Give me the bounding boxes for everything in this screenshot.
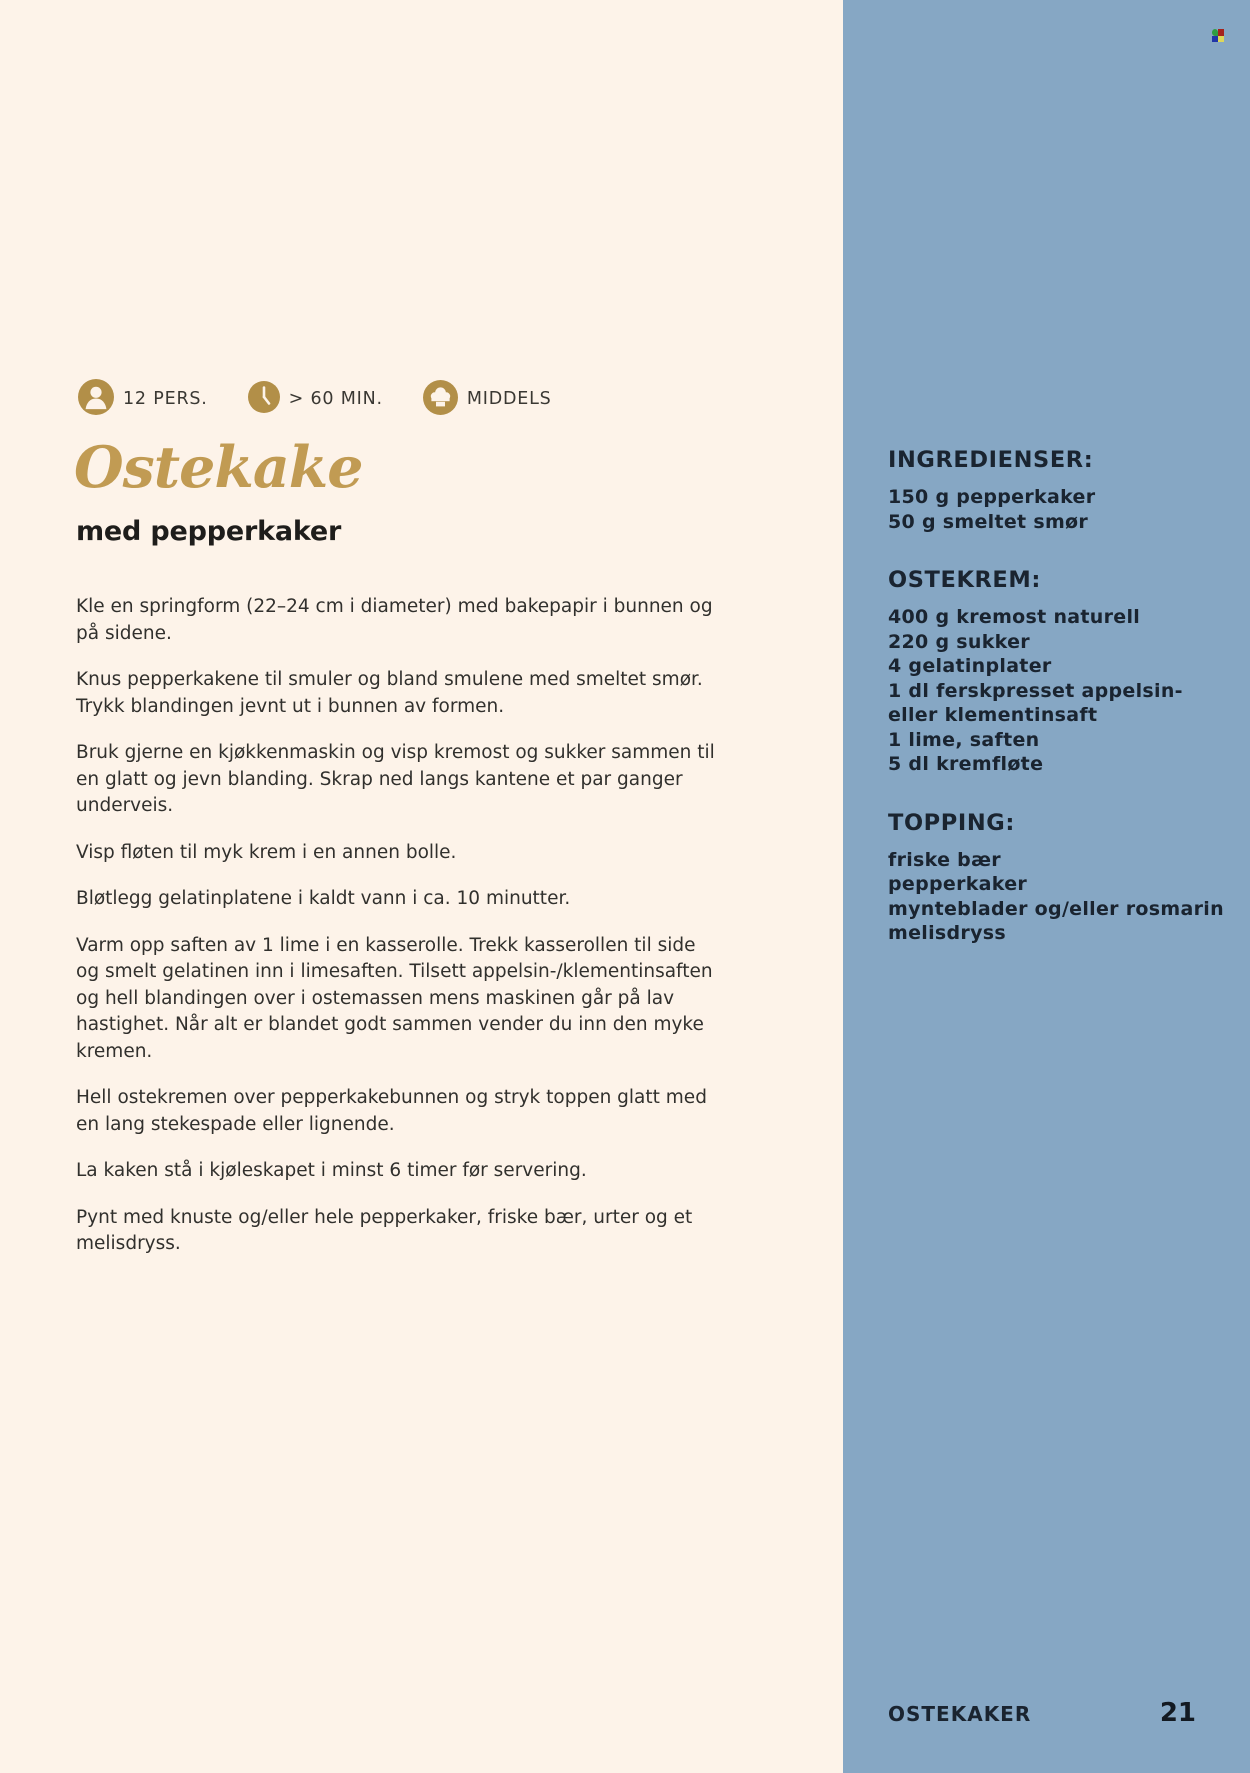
- instructions: [76, 594, 724, 1278]
- sidebar-footer: [888, 1698, 1196, 1728]
- instruction-paragraph: Kle en springform (22–24 cm i diameter) med bakepapir i bunnen og på sidene.: [76, 596, 713, 644]
- ingredient-item: 50 g smeltet smør: [888, 510, 1089, 533]
- ingredient-item: 400 g kremost naturell: [888, 606, 1141, 628]
- time-label: > 60 MIN.: [288, 389, 383, 409]
- sidebar-sections: [888, 447, 1224, 979]
- ingredient-item: friske bær: [888, 848, 1001, 871]
- instruction-paragraph: Knus pepperkakene til smuler og bland smulene med smeltet smør. Trykk blandingen jevnt ut i bunnen av formen.: [76, 669, 703, 717]
- ingredient-item: 1 lime, saften: [888, 728, 1040, 751]
- ingredient-item: mynteblader og/eller rosmarin: [888, 897, 1224, 920]
- ingredient-item: 220 g sukker: [888, 630, 1030, 653]
- chapter-label: OSTEKAKER: [888, 1702, 1032, 1726]
- sidebar-section: [888, 567, 1218, 777]
- instruction-paragraph: La kaken stå i kjøleskapet i minst 6 timer før servering.: [76, 1160, 587, 1181]
- ingredient-item: eller klementinsaft: [888, 704, 1098, 726]
- color-squares-logo: [1212, 29, 1224, 42]
- ingredient-item: pepperkaker: [888, 873, 1028, 895]
- servings-meta: [78, 379, 208, 419]
- sidebar-section-heading: TOPPING:: [888, 809, 1015, 836]
- instruction-paragraph: Varm opp saften av 1 lime i en kasserolle. Trekk kasserollen til side og smelt gelatinen inn i limesaften. Tilsett appelsin-/klementinsaften og hell blandingen over i ostemassen mens maskinen går på lav hastighet. Når alt er blandet godt sammen vender du inn den myke kremen.: [76, 934, 713, 1062]
- ingredient-item: melisdryss: [888, 922, 1006, 944]
- servings-label: 12 PERS.: [123, 389, 208, 409]
- ingredient-item: 5 dl kremfløte: [888, 753, 1044, 775]
- recipe-title: Ostekake: [74, 434, 363, 501]
- difficulty-label: MIDDELS: [466, 389, 552, 409]
- page-number: 21: [1159, 1698, 1196, 1728]
- sidebar-section: [888, 447, 1218, 534]
- ingredient-item: 150 g pepperkaker: [888, 486, 1096, 508]
- instruction-paragraph: Visp fløten til myk krem i en annen bolle.: [76, 841, 457, 863]
- person-icon: [78, 379, 114, 419]
- recipe-meta-row: [78, 379, 552, 419]
- clock-icon: [248, 381, 280, 417]
- difficulty-meta: [423, 380, 552, 419]
- sidebar-section-heading: INGREDIENSER:: [888, 447, 1094, 473]
- instruction-paragraph: Pynt med knuste og/eller hele pepperkaker, friske bær, urter og et melisdryss.: [76, 1206, 693, 1254]
- sidebar-section-heading: OSTEKREM:: [888, 567, 1041, 593]
- instruction-paragraph: Bløtlegg gelatinplatene i kaldt vann i ca. 10 minutter.: [76, 888, 571, 909]
- sidebar-section: [888, 809, 1224, 946]
- recipe-subtitle: med pepperkaker: [76, 516, 342, 547]
- instruction-paragraph: Hell ostekremen over pepperkakebunnen og stryk toppen glatt med en lang stekespade eller lignende.: [76, 1087, 707, 1135]
- chef-hat-icon: [423, 380, 458, 419]
- time-meta: [248, 381, 383, 417]
- ingredient-item: 4 gelatinplater: [888, 655, 1052, 677]
- logo-yellow-square: [1218, 36, 1224, 43]
- instruction-paragraph: Bruk gjerne en kjøkkenmaskin og visp kremost og sukker sammen til en glatt og jevn blanding. Skrap ned langs kantene et par ganger underveis.: [76, 742, 715, 816]
- ingredient-item: 1 dl ferskpresset appelsin-: [888, 679, 1183, 702]
